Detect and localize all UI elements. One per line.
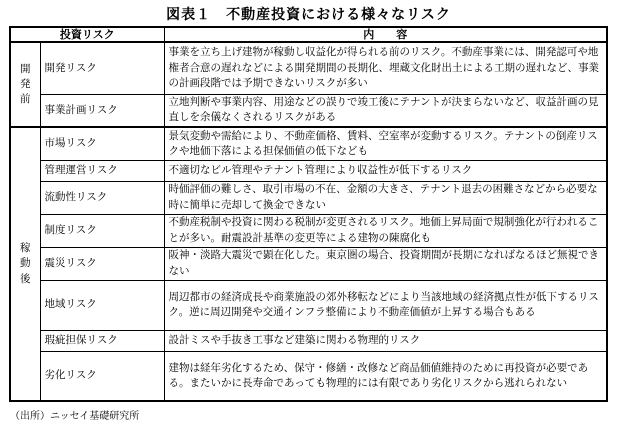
figure-title: 図表１ 不動産投資における様々なリスク bbox=[166, 7, 451, 23]
risk-content: 立地判断や事業内容、用途などの誤りで竣工後にテナントが決まらないなど、収益計画の見直しを余儀なくされるリスクがある bbox=[164, 94, 607, 127]
phase-label-post-operation bbox=[10, 127, 40, 401]
table-row bbox=[10, 280, 607, 330]
risk-content: 阪神・淡路大震災で顕在化した。東京圏の場合、投資期間が長期になればなるほど無視できない bbox=[164, 247, 607, 280]
header-content: 内 容 bbox=[164, 27, 607, 42]
table-row bbox=[10, 181, 607, 214]
table-row bbox=[10, 94, 607, 127]
group-pre-development bbox=[10, 42, 607, 127]
risk-name: 流動性リスク bbox=[40, 181, 164, 214]
risk-name: 劣化リスク bbox=[40, 351, 164, 401]
risk-content: 景気変動や需給により、不動産価格、賃料、空室率が変動するリスク。テナントの倒産リスクや地価下落による担保価値の低下なども bbox=[164, 127, 607, 160]
risk-content: 事業を立ち上げ建物が稼動し収益化が得られる前のリスク。不動産事業には、開発認可や地権者合意の遅れなどによる開発期間の長期化、埋蔵文化財出土による工期の遅れなど、事業の計画段階では予期できないリスクが多い bbox=[164, 42, 607, 94]
table-row bbox=[10, 127, 607, 160]
risk-name: 開発リスク bbox=[40, 42, 164, 94]
table-row bbox=[10, 214, 607, 247]
table-row bbox=[10, 351, 607, 401]
table-row bbox=[10, 330, 607, 351]
risk-name: 制度リスク bbox=[40, 214, 164, 247]
source-note: （出所）ニッセイ基礎研究所 bbox=[10, 411, 140, 422]
risk-content: 不適切なビル管理やテナント管理により収益性が低下するリスク bbox=[164, 160, 607, 181]
risk-name: 震災リスク bbox=[40, 247, 164, 280]
risk-table bbox=[9, 26, 608, 402]
phase-char: 稼 bbox=[20, 242, 31, 255]
table-row bbox=[10, 247, 607, 280]
phase-char: 発 bbox=[20, 77, 31, 90]
risk-content: 不動産税制や投資に関わる税制が変更されるリスク。地価上昇局面で規制強化が行われることが多い。耐震設計基準の変更等による建物の陳腐化も bbox=[164, 214, 607, 247]
risk-name: 管理運営リスク bbox=[40, 160, 164, 181]
phase-char: 後 bbox=[20, 272, 31, 285]
phase-char: 前 bbox=[20, 93, 31, 106]
table-header-row bbox=[10, 27, 607, 42]
header-investment-risk: 投資リスク bbox=[10, 27, 164, 42]
risk-content: 設計ミスや手抜き工事など建築に関わる物理的リスク bbox=[164, 330, 607, 351]
risk-name: 瑕疵担保リスク bbox=[40, 330, 164, 351]
risk-name: 事業計画リスク bbox=[40, 94, 164, 127]
phase-label-pre-development bbox=[10, 42, 40, 127]
risk-name: 地域リスク bbox=[40, 280, 164, 330]
table-row bbox=[10, 42, 607, 94]
table-row bbox=[10, 160, 607, 181]
risk-content: 時価評価の難しさ、取引市場の不在、金額の大きさ、テナント退去の困難さなどから必要な時に簡単に売却して換金できない bbox=[164, 181, 607, 214]
risk-name: 市場リスク bbox=[40, 127, 164, 160]
group-post-operation bbox=[10, 127, 607, 401]
risk-content: 周辺都市の経済成長や商業施設の郊外移転などにより当該地域の経済拠点性が低下するリスク。逆に周辺開発や交通インフラ整備により不動産価値が上昇する場合もある bbox=[164, 280, 607, 330]
phase-char: 動 bbox=[20, 257, 31, 270]
risk-content: 建物は経年劣化するため、保守・修繕・改修など商品価値維持のために再投資が必要である。またいかに長寿命であっても物理的には有限であり劣化リスクから逃れられない bbox=[164, 351, 607, 401]
phase-char: 開 bbox=[20, 62, 31, 75]
